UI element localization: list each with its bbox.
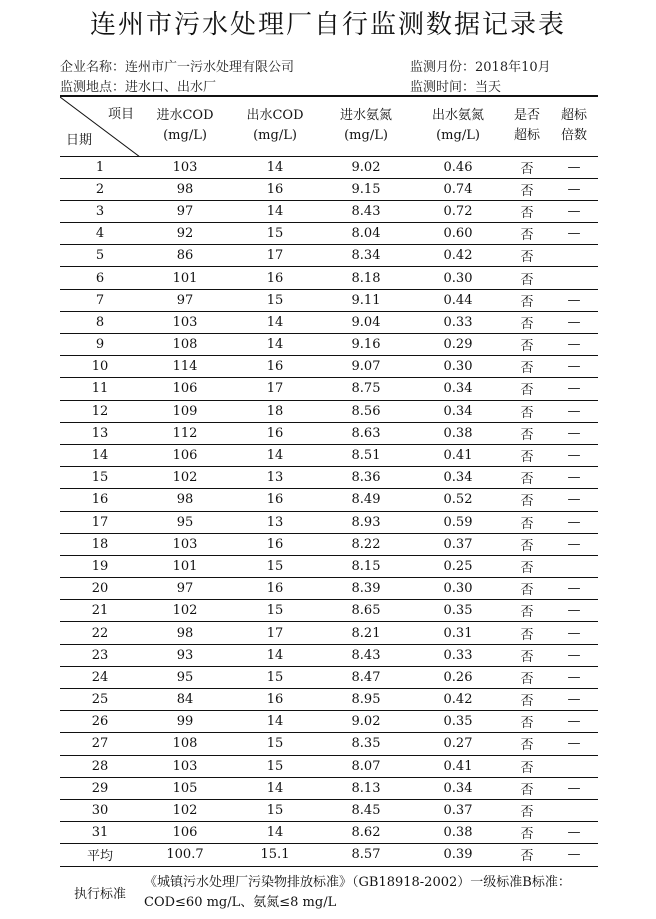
standard-text: 《城镇污水处理厂污染物排放标准》（GB18918-2002）一级标准B标准：COD≤60 mg/L、氨氮≤8 mg/L <box>144 874 571 910</box>
cell-influent-ammonia: 8.51 <box>320 444 412 466</box>
table-row <box>60 422 598 444</box>
cell-exceeded: 否 <box>504 822 550 844</box>
table-row <box>60 200 598 222</box>
cell-exceeded: 否 <box>504 400 550 422</box>
cell-exceeded: 否 <box>504 356 550 378</box>
cell-exceeded: 否 <box>504 467 550 489</box>
cell-date: 25 <box>60 689 140 711</box>
cell-effluent-cod: 14 <box>230 822 320 844</box>
cell-date: 18 <box>60 533 140 555</box>
cell-effluent-cod: 16 <box>230 489 320 511</box>
cell-date: 31 <box>60 822 140 844</box>
cell-influent-ammonia: 8.63 <box>320 422 412 444</box>
cell-effluent-ammonia: 0.34 <box>412 400 504 422</box>
cell-exceeded: 否 <box>504 644 550 666</box>
cell-date: 9 <box>60 334 140 356</box>
cell-exceed-multiple: — <box>550 200 598 222</box>
cell-exceed-multiple: — <box>550 467 598 489</box>
header-row <box>60 96 598 156</box>
cell-exceed-multiple: — <box>550 444 598 466</box>
cell-influent-cod: 97 <box>140 200 230 222</box>
cell-effluent-ammonia: 0.37 <box>412 799 504 821</box>
cell-effluent-ammonia: 0.30 <box>412 267 504 289</box>
cell-effluent-cod: 14 <box>230 644 320 666</box>
cell-exceed-multiple: — <box>550 711 598 733</box>
cell-exceeded: 否 <box>504 533 550 555</box>
cell-influent-ammonia: 8.56 <box>320 400 412 422</box>
table-row <box>60 178 598 200</box>
cell-effluent-cod: 16 <box>230 689 320 711</box>
cell-effluent-ammonia: 0.34 <box>412 467 504 489</box>
cell-influent-ammonia: 9.02 <box>320 156 412 178</box>
cell-influent-ammonia: 8.07 <box>320 755 412 777</box>
cell-date: 12 <box>60 400 140 422</box>
cell-exceed-multiple: — <box>550 844 598 866</box>
cell-exceeded: 否 <box>504 334 550 356</box>
cell-exceeded: 否 <box>504 799 550 821</box>
cell-effluent-ammonia: 0.74 <box>412 178 504 200</box>
cell-effluent-ammonia: 0.30 <box>412 356 504 378</box>
cell-exceeded: 否 <box>504 666 550 688</box>
cell-effluent-cod: 17 <box>230 245 320 267</box>
table-row <box>60 533 598 555</box>
cell-exceeded: 否 <box>504 689 550 711</box>
header-influent-ammonia: 进水氨氮 (mg/L) <box>320 96 412 156</box>
cell-exceeded: 否 <box>504 311 550 333</box>
cell-exceed-multiple: — <box>550 489 598 511</box>
cell-effluent-cod: 14 <box>230 200 320 222</box>
cell-influent-cod: 108 <box>140 334 230 356</box>
cell-date: 29 <box>60 777 140 799</box>
cell-effluent-cod: 15 <box>230 555 320 577</box>
table-row <box>60 311 598 333</box>
cell-influent-cod: 102 <box>140 467 230 489</box>
cell-date: 11 <box>60 378 140 400</box>
cell-exceeded: 否 <box>504 444 550 466</box>
cell-exceed-multiple <box>550 799 598 821</box>
cell-influent-ammonia: 8.93 <box>320 511 412 533</box>
cell-exceed-multiple <box>550 245 598 267</box>
cell-effluent-ammonia: 0.46 <box>412 156 504 178</box>
cell-influent-ammonia: 9.11 <box>320 289 412 311</box>
cell-date: 27 <box>60 733 140 755</box>
cell-influent-ammonia: 8.15 <box>320 555 412 577</box>
cell-effluent-cod: 15 <box>230 733 320 755</box>
cell-influent-cod: 99 <box>140 711 230 733</box>
cell-influent-cod: 108 <box>140 733 230 755</box>
cell-date: 13 <box>60 422 140 444</box>
cell-influent-ammonia: 8.75 <box>320 378 412 400</box>
table-row <box>60 822 598 844</box>
cell-exceeded: 否 <box>504 289 550 311</box>
cell-exceed-multiple: — <box>550 666 598 688</box>
cell-date: 15 <box>60 467 140 489</box>
cell-influent-cod: 103 <box>140 311 230 333</box>
cell-exceed-multiple: — <box>550 311 598 333</box>
cell-effluent-ammonia: 0.39 <box>412 844 504 866</box>
cell-exceeded: 否 <box>504 200 550 222</box>
cell-influent-ammonia: 8.22 <box>320 533 412 555</box>
cell-date: 3 <box>60 200 140 222</box>
cell-effluent-cod: 14 <box>230 777 320 799</box>
cell-exceed-multiple: — <box>550 777 598 799</box>
cell-date: 16 <box>60 489 140 511</box>
cell-influent-cod: 86 <box>140 245 230 267</box>
cell-effluent-ammonia: 0.33 <box>412 311 504 333</box>
table-row <box>60 777 598 799</box>
average-row <box>60 844 598 866</box>
cell-effluent-ammonia: 0.38 <box>412 422 504 444</box>
cell-influent-cod: 102 <box>140 600 230 622</box>
cell-effluent-cod: 18 <box>230 400 320 422</box>
corner-item-label: 项目 <box>107 107 134 122</box>
cell-effluent-ammonia: 0.34 <box>412 777 504 799</box>
table-row <box>60 689 598 711</box>
table-row <box>60 511 598 533</box>
header-exceeded: 是否 超标 <box>504 96 550 156</box>
cell-influent-ammonia: 8.57 <box>320 844 412 866</box>
cell-exceeded: 否 <box>504 378 550 400</box>
cell-influent-ammonia: 8.13 <box>320 777 412 799</box>
cell-date: 23 <box>60 644 140 666</box>
cell-effluent-ammonia: 0.38 <box>412 822 504 844</box>
cell-influent-cod: 103 <box>140 755 230 777</box>
cell-effluent-cod: 16 <box>230 267 320 289</box>
cell-influent-ammonia: 8.43 <box>320 200 412 222</box>
cell-influent-ammonia: 8.34 <box>320 245 412 267</box>
cell-exceeded: 否 <box>504 422 550 444</box>
cell-date: 21 <box>60 600 140 622</box>
cell-date: 5 <box>60 245 140 267</box>
cell-influent-cod: 93 <box>140 644 230 666</box>
cell-effluent-cod: 15 <box>230 600 320 622</box>
table-row <box>60 799 598 821</box>
table-row <box>60 400 598 422</box>
cell-influent-cod: 98 <box>140 178 230 200</box>
cell-date: 1 <box>60 156 140 178</box>
table-row <box>60 644 598 666</box>
cell-date: 4 <box>60 223 140 245</box>
cell-influent-cod: 105 <box>140 777 230 799</box>
cell-influent-cod: 97 <box>140 578 230 600</box>
cell-exceeded: 否 <box>504 711 550 733</box>
cell-exceeded: 否 <box>504 156 550 178</box>
cell-exceeded: 否 <box>504 733 550 755</box>
cell-date: 8 <box>60 311 140 333</box>
table-row <box>60 733 598 755</box>
standard-row <box>60 866 598 919</box>
table-row <box>60 666 598 688</box>
cell-date: 平均 <box>60 844 140 866</box>
table-row <box>60 755 598 777</box>
cell-exceed-multiple: — <box>550 422 598 444</box>
cell-exceed-multiple: — <box>550 511 598 533</box>
cell-effluent-ammonia: 0.25 <box>412 555 504 577</box>
cell-influent-ammonia: 8.43 <box>320 644 412 666</box>
cell-date: 6 <box>60 267 140 289</box>
table-row <box>60 289 598 311</box>
cell-influent-ammonia: 8.95 <box>320 689 412 711</box>
table-row <box>60 356 598 378</box>
cell-effluent-ammonia: 0.35 <box>412 600 504 622</box>
cell-influent-cod: 114 <box>140 356 230 378</box>
cell-effluent-cod: 14 <box>230 311 320 333</box>
cell-effluent-cod: 14 <box>230 156 320 178</box>
table-row <box>60 156 598 178</box>
cell-effluent-cod: 15 <box>230 289 320 311</box>
table-row <box>60 711 598 733</box>
cell-influent-cod: 103 <box>140 533 230 555</box>
cell-exceed-multiple: — <box>550 223 598 245</box>
cell-effluent-ammonia: 0.72 <box>412 200 504 222</box>
cell-effluent-cod: 15 <box>230 755 320 777</box>
monitoring-time: 监测时间：当天 <box>410 80 502 95</box>
cell-exceeded: 否 <box>504 223 550 245</box>
cell-effluent-ammonia: 0.44 <box>412 289 504 311</box>
cell-exceed-multiple: — <box>550 622 598 644</box>
cell-influent-ammonia: 9.04 <box>320 311 412 333</box>
cell-influent-ammonia: 8.36 <box>320 467 412 489</box>
cell-effluent-cod: 15 <box>230 799 320 821</box>
cell-influent-cod: 103 <box>140 156 230 178</box>
cell-exceeded: 否 <box>504 777 550 799</box>
cell-influent-cod: 112 <box>140 422 230 444</box>
cell-influent-ammonia: 8.21 <box>320 622 412 644</box>
cell-effluent-cod: 15 <box>230 666 320 688</box>
cell-effluent-cod: 16 <box>230 533 320 555</box>
table-row <box>60 223 598 245</box>
cell-influent-cod: 97 <box>140 289 230 311</box>
cell-influent-ammonia: 9.02 <box>320 711 412 733</box>
cell-effluent-ammonia: 0.42 <box>412 245 504 267</box>
cell-exceeded: 否 <box>504 267 550 289</box>
table-row <box>60 622 598 644</box>
cell-effluent-cod: 16 <box>230 422 320 444</box>
header-exceed-multiple: 超标 倍数 <box>550 96 598 156</box>
cell-influent-ammonia: 8.47 <box>320 666 412 688</box>
cell-exceeded: 否 <box>504 600 550 622</box>
cell-influent-ammonia: 8.18 <box>320 267 412 289</box>
cell-influent-cod: 84 <box>140 689 230 711</box>
cell-influent-cod: 106 <box>140 378 230 400</box>
cell-exceeded: 否 <box>504 844 550 866</box>
cell-effluent-cod: 13 <box>230 511 320 533</box>
cell-exceeded: 否 <box>504 489 550 511</box>
cell-effluent-cod: 16 <box>230 178 320 200</box>
table-row <box>60 378 598 400</box>
cell-effluent-cod: 14 <box>230 334 320 356</box>
cell-exceed-multiple: — <box>550 644 598 666</box>
cell-effluent-ammonia: 0.41 <box>412 755 504 777</box>
cell-effluent-ammonia: 0.52 <box>412 489 504 511</box>
table-row <box>60 600 598 622</box>
cell-influent-cod: 101 <box>140 555 230 577</box>
cell-exceed-multiple: — <box>550 356 598 378</box>
cell-exceed-multiple: — <box>550 733 598 755</box>
cell-influent-ammonia: 8.49 <box>320 489 412 511</box>
cell-exceed-multiple: — <box>550 289 598 311</box>
cell-date: 22 <box>60 622 140 644</box>
corner-date-label: 日期 <box>66 132 93 148</box>
cell-date: 14 <box>60 444 140 466</box>
header-influent-cod: 进水COD (mg/L) <box>140 96 230 156</box>
cell-effluent-ammonia: 0.41 <box>412 444 504 466</box>
cell-exceed-multiple <box>550 267 598 289</box>
cell-exceeded: 否 <box>504 178 550 200</box>
cell-date: 28 <box>60 755 140 777</box>
header-effluent-ammonia: 出水氨氮 (mg/L) <box>412 96 504 156</box>
cell-effluent-cod: 14 <box>230 444 320 466</box>
cell-exceed-multiple: — <box>550 689 598 711</box>
cell-influent-ammonia: 8.35 <box>320 733 412 755</box>
cell-influent-cod: 95 <box>140 666 230 688</box>
cell-influent-cod: 101 <box>140 267 230 289</box>
cell-effluent-ammonia: 0.59 <box>412 511 504 533</box>
cell-influent-ammonia: 9.16 <box>320 334 412 356</box>
cell-influent-cod: 92 <box>140 223 230 245</box>
monitoring-table <box>60 95 598 919</box>
cell-influent-ammonia: 8.45 <box>320 799 412 821</box>
standard-label: 执行标准 <box>73 887 126 902</box>
cell-date: 2 <box>60 178 140 200</box>
cell-effluent-ammonia: 0.26 <box>412 666 504 688</box>
cell-effluent-cod: 16 <box>230 356 320 378</box>
cell-effluent-cod: 17 <box>230 378 320 400</box>
cell-influent-ammonia: 9.07 <box>320 356 412 378</box>
cell-effluent-cod: 15 <box>230 223 320 245</box>
cell-exceed-multiple: — <box>550 600 598 622</box>
cell-effluent-cod: 15.1 <box>230 844 320 866</box>
cell-exceed-multiple: — <box>550 822 598 844</box>
cell-exceed-multiple: — <box>550 378 598 400</box>
table-row <box>60 578 598 600</box>
cell-date: 30 <box>60 799 140 821</box>
cell-effluent-ammonia: 0.42 <box>412 689 504 711</box>
table-row <box>60 467 598 489</box>
cell-effluent-ammonia: 0.31 <box>412 622 504 644</box>
cell-influent-ammonia: 9.15 <box>320 178 412 200</box>
cell-exceeded: 否 <box>504 622 550 644</box>
table-row <box>60 267 598 289</box>
cell-influent-cod: 98 <box>140 489 230 511</box>
company-name: 企业名称：连州市广一污水处理有限公司 <box>60 60 295 75</box>
cell-influent-cod: 95 <box>140 511 230 533</box>
table-row <box>60 555 598 577</box>
cell-exceed-multiple: — <box>550 533 598 555</box>
cell-effluent-cod: 14 <box>230 711 320 733</box>
cell-influent-cod: 98 <box>140 622 230 644</box>
cell-exceeded: 否 <box>504 578 550 600</box>
cell-effluent-ammonia: 0.35 <box>412 711 504 733</box>
cell-date: 24 <box>60 666 140 688</box>
cell-influent-cod: 109 <box>140 400 230 422</box>
cell-exceeded: 否 <box>504 511 550 533</box>
cell-effluent-ammonia: 0.34 <box>412 378 504 400</box>
cell-effluent-cod: 16 <box>230 578 320 600</box>
cell-influent-cod: 106 <box>140 444 230 466</box>
cell-exceed-multiple: — <box>550 578 598 600</box>
cell-exceed-multiple: — <box>550 178 598 200</box>
table-row <box>60 489 598 511</box>
cell-date: 7 <box>60 289 140 311</box>
cell-effluent-ammonia: 0.60 <box>412 223 504 245</box>
cell-date: 19 <box>60 555 140 577</box>
cell-influent-ammonia: 8.62 <box>320 822 412 844</box>
cell-influent-cod: 100.7 <box>140 844 230 866</box>
cell-influent-ammonia: 8.04 <box>320 223 412 245</box>
cell-date: 26 <box>60 711 140 733</box>
cell-date: 17 <box>60 511 140 533</box>
cell-influent-cod: 102 <box>140 799 230 821</box>
cell-date: 20 <box>60 578 140 600</box>
cell-exceeded: 否 <box>504 245 550 267</box>
page-title: 连州市污水处理厂自行监测数据记录表 <box>89 10 566 40</box>
cell-influent-ammonia: 8.39 <box>320 578 412 600</box>
table-row <box>60 334 598 356</box>
cell-effluent-cod: 13 <box>230 467 320 489</box>
cell-effluent-ammonia: 0.30 <box>412 578 504 600</box>
cell-date: 10 <box>60 356 140 378</box>
cell-exceed-multiple: — <box>550 156 598 178</box>
cell-effluent-ammonia: 0.27 <box>412 733 504 755</box>
cell-exceed-multiple <box>550 555 598 577</box>
cell-effluent-cod: 17 <box>230 622 320 644</box>
monitoring-month: 监测月份：2018年10月 <box>410 60 551 75</box>
cell-exceeded: 否 <box>504 555 550 577</box>
table-row <box>60 245 598 267</box>
header-effluent-cod: 出水COD (mg/L) <box>230 96 320 156</box>
monitoring-location: 监测地点：进水口、出水厂 <box>60 80 217 95</box>
cell-exceed-multiple: — <box>550 334 598 356</box>
cell-exceed-multiple <box>550 755 598 777</box>
cell-effluent-ammonia: 0.37 <box>412 533 504 555</box>
cell-effluent-ammonia: 0.29 <box>412 334 504 356</box>
cell-influent-cod: 106 <box>140 822 230 844</box>
cell-exceed-multiple: — <box>550 400 598 422</box>
cell-effluent-ammonia: 0.33 <box>412 644 504 666</box>
cell-exceeded: 否 <box>504 755 550 777</box>
header-corner <box>60 96 140 156</box>
table-row <box>60 444 598 466</box>
cell-influent-ammonia: 8.65 <box>320 600 412 622</box>
